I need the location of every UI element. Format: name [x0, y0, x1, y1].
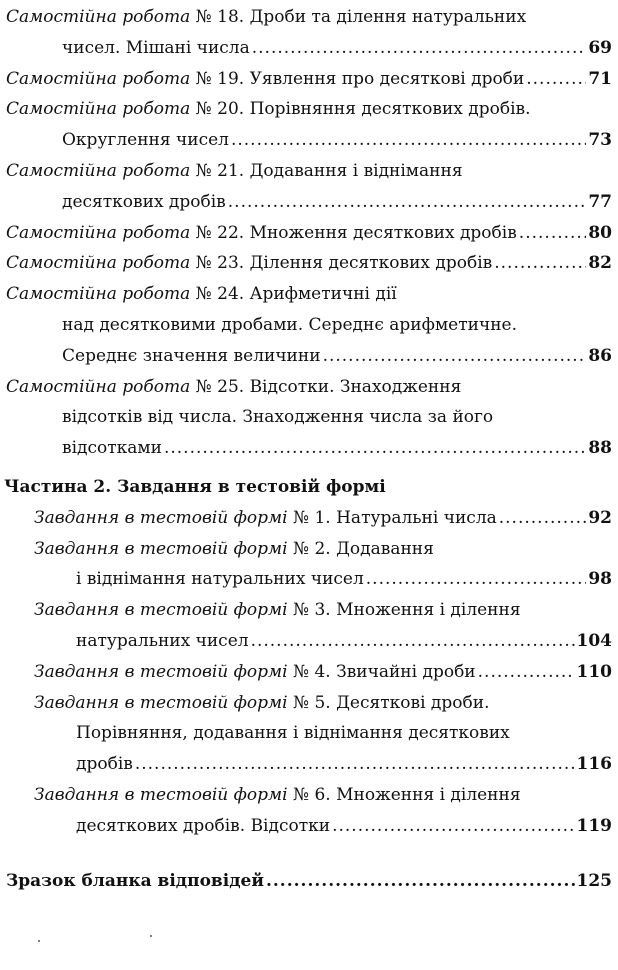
dot-leader — [135, 749, 575, 779]
dot-leader — [231, 125, 586, 155]
toc-line — [34, 780, 612, 810]
toc-line — [34, 503, 612, 533]
toc-entry-title: № 25. Відсотки. Знаходження — [190, 376, 462, 397]
toc-entry-title: № 22. Множення десяткових дробів — [190, 222, 517, 243]
toc-line-text — [34, 595, 521, 625]
toc-line — [6, 218, 612, 248]
toc-entry-title: № 3. Множення і ділення — [287, 600, 521, 621]
toc-entry-type: Завдання в тестовій формі — [34, 785, 288, 805]
toc-line-text — [6, 64, 524, 94]
toc-entry-type: Самостійна робота — [6, 161, 191, 181]
dot-leader — [332, 811, 574, 841]
dot-leader — [526, 64, 586, 94]
toc-line — [6, 248, 612, 278]
toc-line-text — [6, 372, 461, 402]
dot-leader — [228, 187, 587, 217]
toc-line-text — [34, 503, 497, 533]
dot-leader — [366, 564, 587, 594]
toc-entry-title: № 5. Десяткові дроби. — [287, 692, 490, 713]
toc-line-text — [76, 626, 249, 656]
dot-leader — [252, 33, 587, 63]
page-number: 116 — [576, 754, 612, 775]
toc-entry-title: відсотків від числа. Знаходження числа за його — [62, 407, 494, 428]
toc-entry-title: № 20. Порівняння десяткових дробів. — [190, 99, 531, 120]
toc-line-text — [6, 94, 531, 124]
toc-line — [34, 534, 612, 564]
toc-line — [6, 372, 612, 402]
toc-line — [62, 187, 612, 217]
toc-line-text — [76, 718, 510, 748]
toc-line-text — [34, 780, 521, 810]
page-number: 110 — [576, 661, 612, 682]
toc-entry-title: дробів — [76, 754, 133, 775]
toc-entry-type: Самостійна робота — [6, 253, 191, 274]
toc-entry-title: і віднімання натуральних чисел — [76, 569, 364, 590]
toc-line — [76, 749, 612, 779]
page-number: 88 — [588, 438, 612, 459]
toc-line — [6, 94, 612, 124]
toc-line — [6, 64, 612, 94]
part-2-heading: Частина 2. Завдання в тестовій формі — [4, 477, 386, 497]
page-number: 86 — [588, 345, 612, 366]
toc-entry-title: десяткових дробів — [62, 191, 226, 212]
page-number: 71 — [588, 68, 612, 89]
toc-entry-title: № 18. Дроби та ділення натуральних — [190, 7, 527, 27]
toc-line-text — [6, 218, 517, 248]
toc-entry-title: Середнє значення величини — [62, 345, 321, 366]
toc-line-text — [34, 534, 434, 564]
toc-entry-title: натуральних чисел — [76, 631, 249, 651]
toc-line — [34, 595, 612, 625]
answer-form-entry — [6, 866, 612, 896]
toc-line — [34, 688, 612, 718]
toc-entry-title: № 1. Натуральні числа — [287, 507, 497, 528]
answer-form-title: Зразок бланка відповідей — [6, 871, 264, 891]
page-number: 125 — [576, 871, 612, 891]
dot-leader — [164, 433, 586, 463]
toc-line-text — [62, 402, 493, 432]
page-number: 104 — [576, 631, 612, 651]
toc-line-text — [62, 187, 226, 217]
toc-line-text — [62, 33, 250, 63]
toc-line — [76, 564, 612, 594]
toc-line — [76, 626, 612, 656]
page-number: 92 — [588, 507, 612, 528]
toc-entry-type: Самостійна робота — [6, 7, 191, 27]
page-number: 69 — [588, 37, 612, 58]
toc-line-text — [62, 310, 517, 340]
toc-entry-type: Завдання в тестовій формі — [34, 600, 288, 621]
toc-line — [62, 402, 612, 432]
toc-entry-title: над десятковими дробами. Середнє арифметичне. — [62, 315, 517, 335]
toc-entry-title: № 2. Додавання — [287, 538, 434, 559]
toc-entry-title: чисел. Мішані числа — [62, 37, 250, 58]
toc-line — [62, 125, 612, 155]
scan-speck — [150, 935, 152, 937]
toc-entry-title: Порівняння, додавання і віднімання десяткових — [76, 723, 510, 744]
toc-line — [62, 33, 612, 63]
toc-entry-title: Округлення чисел — [62, 130, 229, 151]
toc-entry-type: Завдання в тестовій формі — [34, 538, 288, 559]
page-number: 73 — [588, 130, 612, 151]
dot-leader — [478, 657, 575, 687]
toc-line — [62, 341, 612, 371]
toc-line — [76, 811, 612, 841]
toc-line — [62, 433, 612, 463]
toc-line-text — [62, 433, 162, 463]
scan-speck — [38, 940, 40, 942]
toc-entry-type: Самостійна робота — [6, 284, 191, 305]
dot-leader — [499, 503, 587, 533]
toc-entry-type: Самостійна робота — [6, 222, 191, 243]
toc-entry-title: № 23. Ділення десяткових дробів — [190, 253, 493, 274]
toc-entry-type: Завдання в тестовій формі — [34, 661, 288, 682]
page-number: 82 — [588, 253, 612, 274]
toc-line — [6, 279, 612, 309]
page-number: 119 — [576, 815, 612, 836]
toc-entry-title: № 6. Множення і ділення — [287, 785, 521, 805]
toc-entry-title: № 4. Звичайні дроби — [287, 661, 476, 682]
toc-entry-title: № 24. Арифметичні дії — [190, 284, 397, 305]
toc-line — [76, 718, 612, 748]
dot-leader — [251, 626, 575, 656]
toc-line-text — [62, 125, 229, 155]
toc-line — [6, 2, 612, 32]
toc-line-text — [34, 657, 476, 687]
toc-entry-title: № 19. Уявлення про десяткові дроби — [190, 68, 525, 89]
toc-entry-type: Самостійна робота — [6, 99, 191, 120]
toc-line-text — [6, 2, 526, 32]
page-number: 98 — [588, 569, 612, 590]
toc-entry-type: Самостійна робота — [6, 376, 191, 397]
toc-line-text — [76, 564, 364, 594]
toc-entry-type: Самостійна робота — [6, 68, 191, 89]
toc-line-text — [6, 248, 492, 278]
toc-line — [62, 310, 612, 340]
dot-leader — [266, 866, 575, 896]
toc-line-text — [6, 279, 397, 309]
dot-leader — [323, 341, 587, 371]
toc-entry-title: відсотками — [62, 438, 162, 459]
page-number: 77 — [588, 191, 612, 212]
toc-entry-type: Завдання в тестовій формі — [34, 507, 288, 528]
toc-entry-type: Завдання в тестовій формі — [34, 692, 288, 713]
toc-line-text — [76, 749, 133, 779]
toc-line — [34, 657, 612, 687]
page-number: 80 — [588, 222, 612, 243]
toc-entry-title: № 21. Додавання і віднімання — [190, 161, 463, 181]
toc-line — [6, 156, 612, 186]
toc-entry-title: десяткових дробів. Відсотки — [76, 815, 331, 836]
dot-leader — [519, 218, 587, 248]
toc-line-text — [34, 688, 489, 718]
toc-line-text — [62, 341, 321, 371]
dot-leader — [494, 248, 586, 278]
toc-line-text — [6, 156, 463, 186]
toc-line-text — [76, 811, 330, 841]
